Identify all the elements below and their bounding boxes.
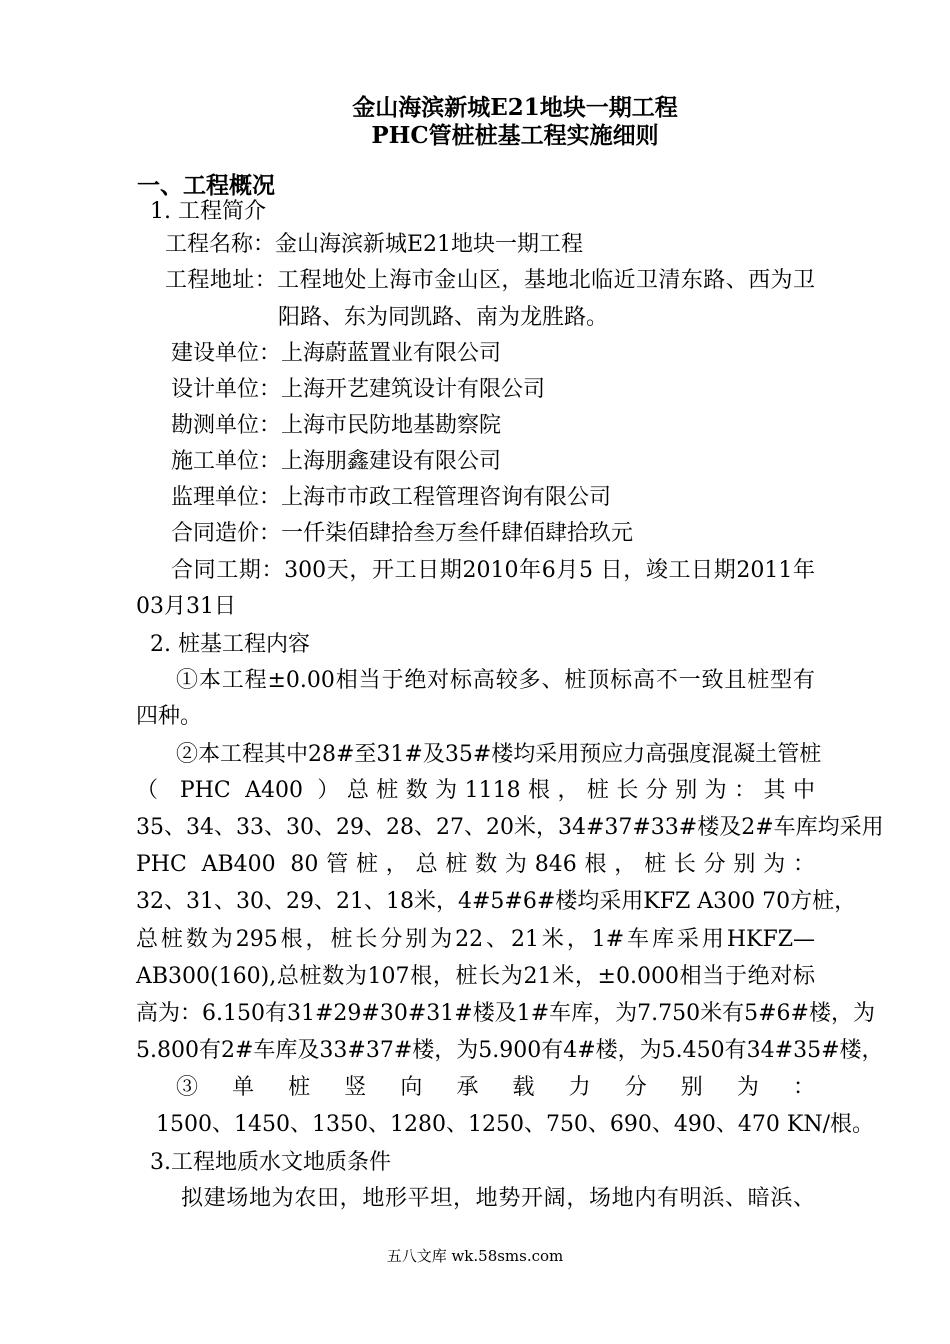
page-footer-watermark: 五八文库 wk.58sms.com [386, 1247, 564, 1265]
item-1-line-1: ①本工程±0.00相当于绝对标高较多、桩顶标高不一致且桩型有 [176, 668, 815, 693]
supervisor-field: 监理单位：上海市市政工程管理咨询有限公司 [171, 485, 612, 510]
contract-price-field: 合同造价：一仟柒佰肆拾叁万叁仟肆佰肆拾玖元 [171, 521, 634, 546]
item-2-line-8: 高为：6.150有31#29#30#31#楼及1#车库，为7.750米有5#6#楼，为 [136, 1001, 875, 1026]
surveyor-field: 勘测单位：上海市民防地基勘察院 [171, 413, 502, 438]
item-2-line-7: AB300(160),总桩数为107根，桩长为21米，±0.000相当于绝对标 [136, 964, 815, 989]
project-address-field: 工程地址：工程地处上海市金山区，基地北临近卫清东路、西为卫 [165, 268, 815, 293]
geology-line-1: 拟建场地为农田，地形平坦，地势开阔，场地内有明浜、暗浜、 [181, 1186, 815, 1211]
project-name-field: 工程名称：金山海滨新城E21地块一期工程 [165, 232, 584, 257]
item-2-line-9: 5.800有2#车库及33#37#楼，为5.900有4#楼，为5.450有34#35#楼， [136, 1038, 884, 1063]
contract-period-field: 合同工期：300天，开工日期2010年6月5 日，竣工日期2011年 [171, 558, 815, 583]
document-title-line-1: 金山海滨新城E21地块一期工程 [352, 94, 678, 121]
item-2-line-4: PHC AB400 80管桩，总桩数为846根，桩长分别为： [136, 852, 815, 877]
designer-field: 设计单位：上海开艺建筑设计有限公司 [171, 377, 546, 402]
item-2-line-3: 35、34、33、30、29、28、27、20米，34#37#33#楼及2#车库均采用 [136, 815, 884, 840]
item-3-line-1: ③ 单 桩 竖 向 承 载 力 分 别 为 ： [176, 1075, 815, 1100]
item-2-line-6: 总桩数为295根，桩长分别为22、21米，1#车库采用HKFZ— [136, 927, 815, 952]
item-2-line-5: 32、31、30、29、21、18米，4#5#6#楼均采用KFZ A300 70方桩， [136, 889, 857, 914]
item-2-line-2: （ PHC A400 ）总桩数为1118根，桩长分别为：其中 [136, 778, 815, 803]
subsection-heading-3: 3.工程地质水文地质条件 [150, 1150, 391, 1175]
section-heading: 一、工程概况 [137, 172, 275, 199]
owner-field: 建设单位：上海蔚蓝置业有限公司 [171, 341, 502, 366]
subsection-heading-1: 1. 工程简介 [150, 199, 266, 224]
item-2-line-1: ②本工程其中28#至31#及35#楼均采用预应力高强度混凝土管桩 [176, 742, 822, 767]
contract-period-continuation: 03月31日 [136, 594, 236, 619]
item-3-line-2: 1500、1450、1350、1280、1250、750、690、490、470 KN/根。 [156, 1112, 874, 1137]
subsection-heading-2: 2. 桩基工程内容 [150, 632, 310, 657]
document-title-line-2: PHC管桩桩基工程实施细则 [371, 122, 659, 149]
project-address-continuation: 阳路、东为同凯路、南为龙胜路。 [278, 305, 609, 330]
contractor-field: 施工单位：上海朋鑫建设有限公司 [171, 449, 502, 474]
item-1-line-2: 四种。 [136, 704, 203, 729]
